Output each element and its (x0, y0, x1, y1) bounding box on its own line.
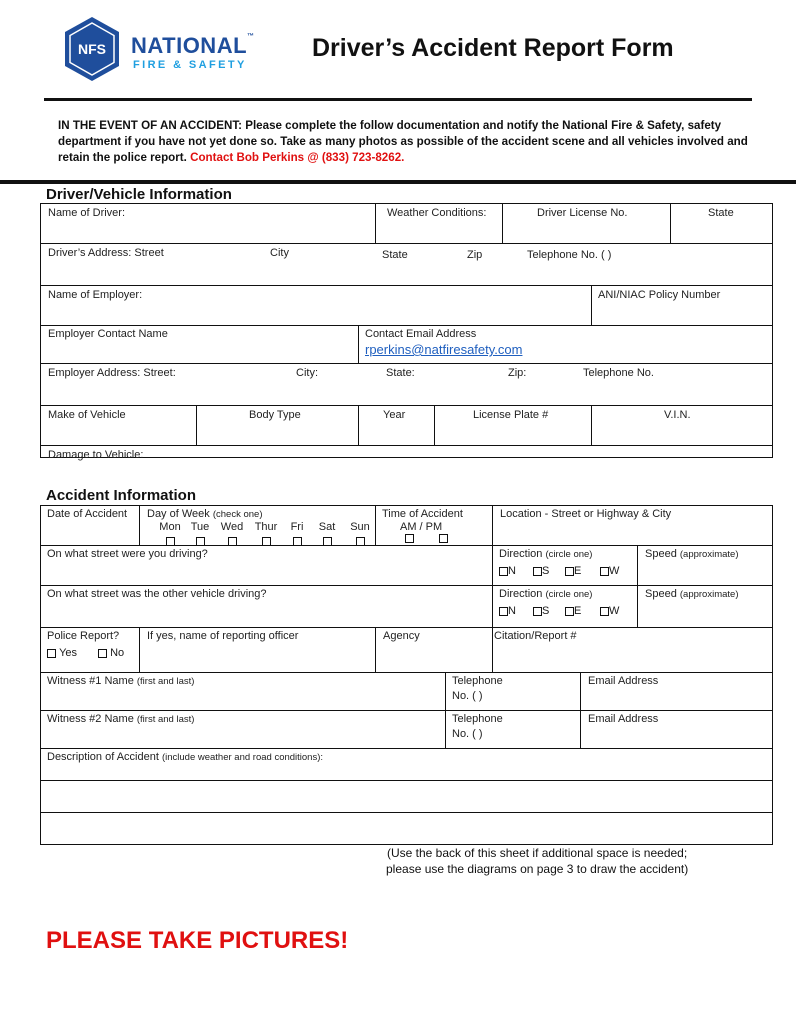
drivers-address-label: Driver’s Address: Street (48, 247, 164, 259)
description-label: Description of Accident (include weather and road conditions): (47, 751, 324, 763)
checkbox-no[interactable] (98, 649, 107, 658)
contact-email-link[interactable]: rperkins@natfiresafety.com (365, 342, 523, 357)
employer-state-label: State: (386, 367, 415, 379)
day-option-sat[interactable]: Sat (313, 521, 341, 551)
witness-2-name-field[interactable] (41, 711, 446, 748)
company-logo (63, 16, 263, 86)
speed-label: Speed (approximate) (645, 588, 739, 600)
day-option-fri[interactable]: Fri (283, 521, 311, 551)
intro-instructions (58, 118, 778, 166)
time-of-accident-group (376, 506, 493, 545)
street-driving-label: On what street were you driving? (47, 548, 208, 560)
witness-1-telephone-field[interactable] (446, 673, 581, 710)
logo-name: NATIONAL™ (131, 33, 255, 58)
checkbox-tue[interactable] (196, 537, 205, 546)
row-witness-2 (41, 711, 772, 749)
checkbox-am[interactable] (405, 534, 414, 543)
direction-group-1 (493, 546, 638, 585)
day-option-sun[interactable]: Sun (346, 521, 374, 551)
intro-text: IN THE EVENT OF AN ACCIDENT: Please complete the follow documentation and notify the National Fire & Safety, safety department if you have not yet done so. Take as many photos as possible of the accident scene and all vehicles involved and retain the police report. (58, 119, 748, 164)
logo-tagline: FIRE & SAFETY (133, 59, 247, 71)
direction-label: Direction (circle one) (499, 548, 593, 560)
street-driving-field[interactable] (41, 546, 493, 585)
driver-vehicle-table (40, 203, 773, 461)
description-line-2[interactable] (41, 781, 772, 813)
employer-contact-name-field[interactable] (41, 326, 359, 363)
witness-1-label: Witness #1 Name (first and last) (47, 675, 195, 687)
email-address-label: Email Address (588, 675, 659, 687)
make-of-vehicle-label: Make of Vehicle (48, 409, 126, 421)
telephone-no-label: No. ( ) (452, 728, 483, 740)
row-driver-name (41, 204, 772, 244)
day-checkboxes (156, 521, 376, 545)
direction-n[interactable]: N (499, 565, 516, 577)
checkbox-n[interactable] (499, 607, 508, 616)
policy-number-field[interactable] (592, 286, 774, 325)
row-police-report (41, 628, 772, 673)
witness-2-telephone-field[interactable] (446, 711, 581, 748)
other-street-field[interactable] (41, 586, 493, 627)
nfs-hexagon-icon (63, 16, 121, 82)
speed-label: Speed (approximate) (645, 548, 739, 560)
description-field[interactable] (41, 749, 772, 781)
row-other-street (41, 586, 772, 628)
citation-field[interactable] (493, 628, 774, 672)
day-option-mon[interactable]: Mon (156, 521, 184, 551)
section-divider (0, 180, 796, 184)
name-of-employer-label: Name of Employer: (48, 289, 143, 301)
driver-vehicle-section-title: Driver/Vehicle Information (46, 186, 232, 203)
other-street-label: On what street was the other vehicle driving? (47, 588, 267, 600)
direction-s[interactable]: S (533, 565, 549, 577)
weather-conditions-label: Weather Conditions: (387, 207, 487, 219)
checkbox-sat[interactable] (323, 537, 332, 546)
telephone-label: Telephone No. ( ) (527, 249, 612, 261)
email-address-label: Email Address (588, 713, 659, 725)
direction-w[interactable]: W (600, 605, 619, 617)
direction-e[interactable]: E (565, 565, 581, 577)
driver-license-label: Driver License No. (537, 207, 628, 219)
checkbox-wed[interactable] (228, 537, 237, 546)
checkbox-mon[interactable] (166, 537, 175, 546)
witness-1-email-field[interactable] (581, 673, 774, 710)
title-divider (44, 98, 752, 101)
make-of-vehicle-field[interactable] (41, 406, 197, 445)
direction-e[interactable]: E (565, 605, 581, 617)
employer-address-field[interactable] (41, 364, 772, 406)
checkbox-fri[interactable] (293, 537, 302, 546)
city-label: City (270, 247, 289, 259)
year-field[interactable] (359, 406, 435, 445)
agency-label: Agency (383, 630, 420, 642)
employer-contact-name-label: Employer Contact Name (48, 328, 168, 340)
agency-field[interactable] (376, 628, 493, 672)
employer-address-label: Employer Address: Street: (48, 367, 176, 379)
row-employer (41, 286, 772, 326)
reporting-officer-field[interactable] (140, 628, 376, 672)
page-title: Driver’s Accident Report Form (312, 34, 674, 62)
location-field[interactable] (493, 506, 774, 545)
checkbox-w[interactable] (600, 567, 609, 576)
day-option-tue[interactable]: Tue (186, 521, 214, 551)
witness-2-email-field[interactable] (581, 711, 774, 748)
row-your-street (41, 546, 772, 586)
vin-field[interactable] (592, 406, 774, 445)
checkbox-thur[interactable] (262, 537, 271, 546)
date-of-accident-field[interactable] (41, 506, 140, 545)
day-of-week-label: Day of Week (check one) (147, 508, 263, 520)
additional-space-note: (Use the back of this sheet if additional space is needed; please use the diagrams on page 3 to draw the accident) (386, 846, 689, 876)
license-state-label: State (708, 207, 734, 219)
accident-section-title: Accident Information (46, 487, 197, 504)
time-of-accident-label: Time of Accident (382, 508, 463, 520)
name-of-driver-field[interactable] (41, 204, 376, 243)
policy-number-label: ANI/NIAC Policy Number (598, 289, 721, 301)
speed-field-1[interactable] (638, 546, 774, 585)
contact-info: Contact Bob Perkins @ (833) 723-8262. (190, 151, 405, 164)
police-report-label: Police Report? (47, 630, 120, 642)
am-pm-label: AM / PM (400, 521, 443, 533)
license-plate-label: License Plate # (473, 409, 549, 421)
day-of-week-group (140, 506, 376, 545)
date-of-accident-label: Date of Accident (47, 508, 128, 520)
accident-table (40, 505, 773, 845)
checkbox-e[interactable] (565, 607, 574, 616)
direction-group-2 (493, 586, 638, 627)
checkbox-e[interactable] (565, 567, 574, 576)
svg-text:NFS: NFS (78, 41, 106, 57)
direction-n[interactable]: N (499, 605, 516, 617)
take-pictures-reminder: PLEASE TAKE PICTURES! (46, 927, 349, 954)
body-type-label: Body Type (249, 409, 301, 421)
row-accident-when-where (41, 506, 772, 546)
witness-2-label: Witness #2 Name (first and last) (47, 713, 195, 725)
employer-city-label: City: (296, 367, 318, 379)
driver-license-field[interactable] (503, 204, 671, 243)
employer-zip-label: Zip: (508, 367, 527, 379)
vin-label: V.I.N. (664, 409, 691, 421)
citation-label: Citation/Report # (494, 630, 577, 642)
zip-label: Zip (467, 249, 483, 261)
body-type-field[interactable] (197, 406, 359, 445)
police-report-group (41, 628, 140, 672)
telephone-label: Telephone (452, 713, 503, 725)
state-label: State (382, 249, 408, 261)
checkbox-s[interactable] (533, 607, 542, 616)
contact-email-field[interactable] (359, 326, 774, 363)
checkbox-yes[interactable] (47, 649, 56, 658)
location-label: Location - Street or Highway & City (500, 508, 672, 520)
employer-telephone-label: Telephone No. (583, 367, 654, 379)
row-witness-1 (41, 673, 772, 711)
row-employer-contact (41, 326, 772, 364)
name-of-driver-label: Name of Driver: (48, 207, 126, 219)
damage-to-vehicle-field[interactable] (41, 446, 772, 486)
checkbox-w[interactable] (600, 607, 609, 616)
direction-w[interactable]: W (600, 565, 619, 577)
reporting-officer-label: If yes, name of reporting officer (147, 630, 299, 642)
checkbox-pm[interactable] (439, 534, 448, 543)
day-option-wed[interactable]: Wed (218, 521, 246, 551)
name-of-employer-field[interactable] (41, 286, 592, 325)
license-state-field[interactable] (671, 204, 774, 243)
description-line-3[interactable] (41, 813, 772, 845)
direction-s[interactable]: S (533, 605, 549, 617)
police-report-no[interactable]: No (98, 647, 124, 659)
direction-label: Direction (circle one) (499, 588, 593, 600)
year-label: Year (383, 409, 406, 421)
speed-field-2[interactable] (638, 586, 774, 627)
checkbox-n[interactable] (499, 567, 508, 576)
witness-1-name-field[interactable] (41, 673, 446, 710)
police-report-yes[interactable]: Yes (47, 647, 77, 659)
contact-email-label: Contact Email Address (365, 328, 477, 340)
license-plate-field[interactable] (435, 406, 592, 445)
damage-to-vehicle-label: Damage to Vehicle: (48, 449, 144, 461)
checkbox-s[interactable] (533, 567, 542, 576)
telephone-no-label: No. ( ) (452, 690, 483, 702)
telephone-label: Telephone (452, 675, 503, 687)
weather-conditions-field[interactable] (376, 204, 503, 243)
row-vehicle (41, 406, 772, 446)
checkbox-sun[interactable] (356, 537, 365, 546)
day-option-thur[interactable]: Thur (251, 521, 281, 551)
driver-address-field[interactable] (41, 244, 772, 286)
